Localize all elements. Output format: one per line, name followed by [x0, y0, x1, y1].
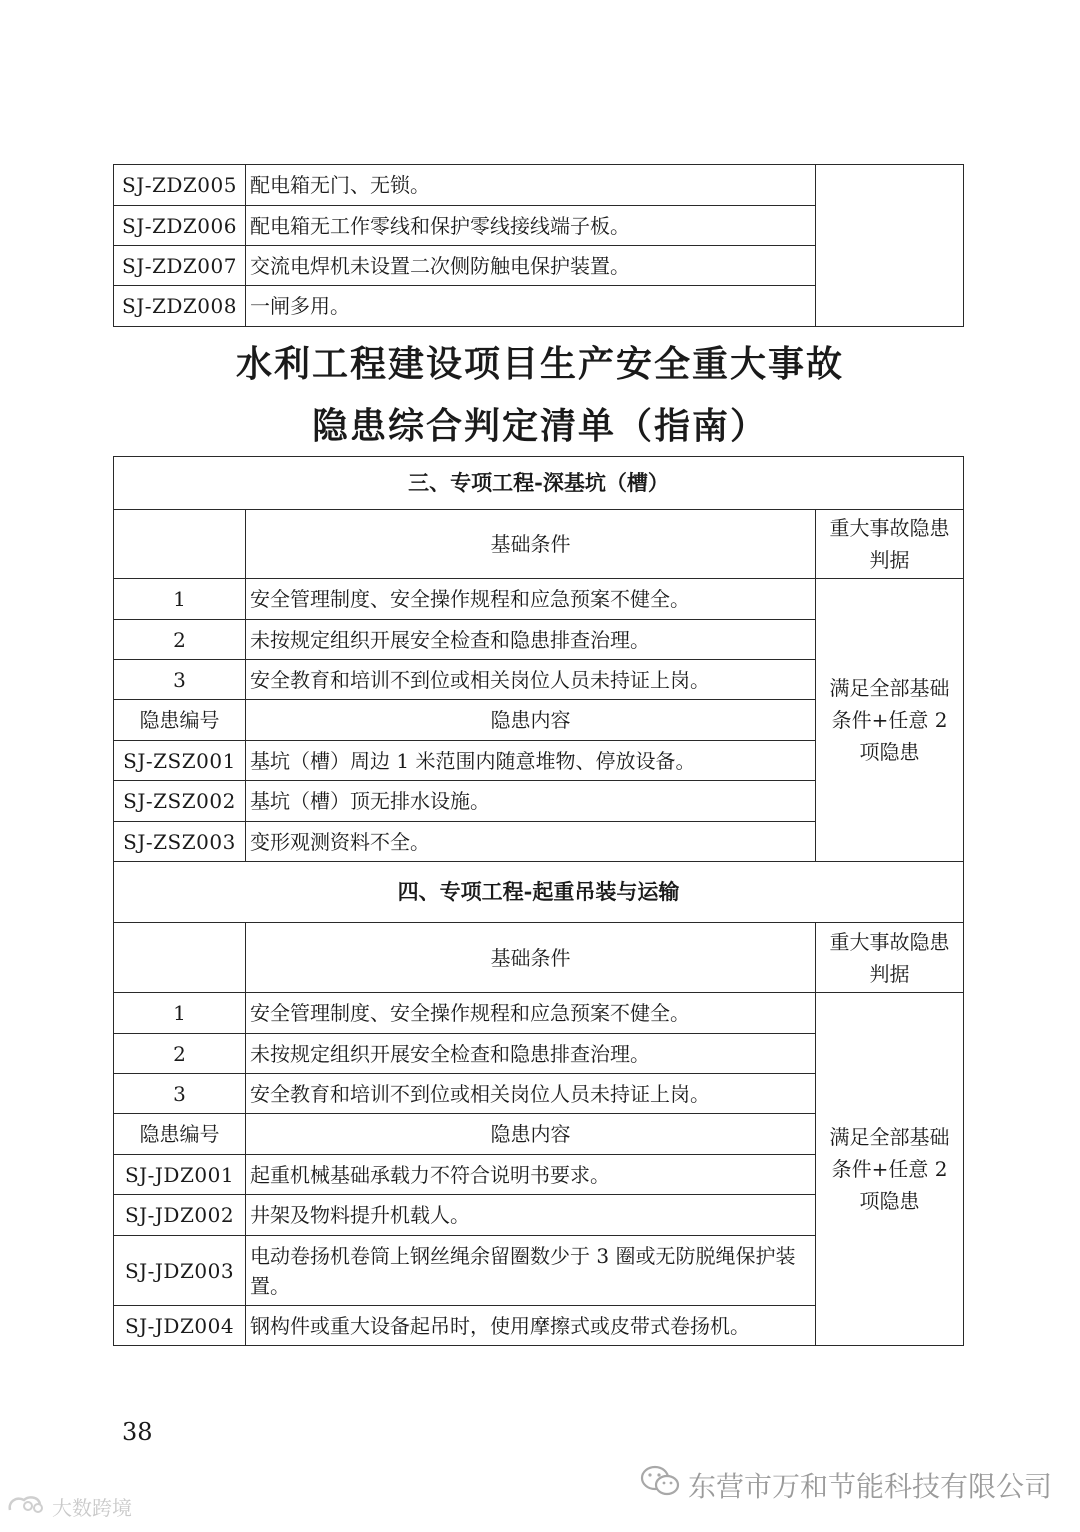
- section3-heading: 三、专项工程-深基坑（槽）: [114, 457, 964, 510]
- condition-row: [114, 993, 964, 1034]
- table-row: [114, 165, 964, 206]
- hazard-code: SJ-JDZ001: [114, 1155, 246, 1195]
- page-number: 38: [122, 1418, 153, 1446]
- hazard-content: 配电箱无门、无锁。: [246, 165, 816, 206]
- hazard-content: 基坑（槽）周边 1 米范围内随意堆物、停放设备。: [246, 741, 816, 781]
- verdict-header: 重大事故隐患判据: [816, 923, 964, 993]
- watermark-left: [6, 1492, 132, 1521]
- verdict-cell: 满足全部基础条件+任意 2 项隐患: [816, 579, 964, 862]
- condition-number: 1: [114, 993, 246, 1034]
- condition-row: [114, 579, 964, 620]
- hazard-code-header: 隐患编号: [114, 1114, 246, 1155]
- hazard-content: 电动卷扬机卷筒上钢丝绳余留圈数少于 3 圈或无防脱绳保护装置。: [246, 1236, 816, 1306]
- hazard-code: SJ-JDZ002: [114, 1195, 246, 1236]
- header-row: [114, 510, 964, 579]
- document-title-line1: 水利工程建设项目生产安全重大事故: [235, 344, 844, 385]
- hazard-code: SJ-JDZ003: [114, 1236, 246, 1306]
- basic-conditions-header: 基础条件: [246, 510, 816, 579]
- condition-number: 3: [114, 1074, 246, 1114]
- condition-text: 未按规定组织开展安全检查和隐患排查治理。: [246, 620, 816, 660]
- condition-number: 1: [114, 579, 246, 620]
- wechat-icon: [640, 1464, 680, 1505]
- hazard-content-header: 隐患内容: [246, 1114, 816, 1155]
- basic-conditions-header: 基础条件: [246, 923, 816, 993]
- section4-heading: 四、专项工程-起重吊装与运输: [114, 862, 964, 923]
- condition-number: 2: [114, 620, 246, 660]
- condition-text: 安全教育和培训不到位或相关岗位人员未持证上岗。: [246, 660, 816, 700]
- hazard-content: 交流电焊机未设置二次侧防触电保护装置。: [246, 246, 816, 286]
- hazard-content: 变形观测资料不全。: [246, 822, 816, 862]
- hazard-code: SJ-ZDZ008: [114, 286, 246, 327]
- header-empty-cell: [114, 510, 246, 579]
- hazard-code-header: 隐患编号: [114, 700, 246, 741]
- header-empty-cell: [114, 923, 246, 993]
- hazard-content: 一闸多用。: [246, 286, 816, 327]
- continuation-table: [113, 164, 964, 327]
- condition-text: 安全教育和培训不到位或相关岗位人员未持证上岗。: [246, 1074, 816, 1114]
- condition-number: 2: [114, 1034, 246, 1074]
- condition-text: 安全管理制度、安全操作规程和应急预案不健全。: [246, 993, 816, 1034]
- watermark-right-text: 东营市万和节能科技有限公司: [688, 1469, 1053, 1503]
- hazard-code: SJ-ZSZ001: [114, 741, 246, 781]
- hazard-code: SJ-JDZ004: [114, 1306, 246, 1346]
- hazard-code: SJ-ZDZ005: [114, 165, 246, 206]
- condition-text: 安全管理制度、安全操作规程和应急预案不健全。: [246, 579, 816, 620]
- hazard-code: SJ-ZSZ003: [114, 822, 246, 862]
- hazard-content: 井架及物料提升机载人。: [246, 1195, 816, 1236]
- verdict-cell-empty: [816, 165, 964, 327]
- header-row: [114, 923, 964, 993]
- document-title-line2: 隐患综合判定清单（指南）: [311, 406, 768, 447]
- watermark-right: [640, 1464, 1052, 1505]
- hazard-judgement-table: [113, 456, 964, 1346]
- verdict-cell: 满足全部基础条件+任意 2 项隐患: [816, 993, 964, 1346]
- condition-number: 3: [114, 660, 246, 700]
- hazard-content: 起重机械基础承载力不符合说明书要求。: [246, 1155, 816, 1195]
- logo-icon: [6, 1492, 46, 1521]
- hazard-code: SJ-ZDZ007: [114, 246, 246, 286]
- hazard-code: SJ-ZSZ002: [114, 781, 246, 822]
- hazard-content: 钢构件或重大设备起吊时，使用摩擦式或皮带式卷扬机。: [246, 1306, 816, 1346]
- hazard-content: 基坑（槽）顶无排水设施。: [246, 781, 816, 822]
- section-heading-row: [114, 457, 964, 510]
- hazard-code: SJ-ZDZ006: [114, 206, 246, 246]
- watermark-left-text: 大数跨境: [52, 1496, 132, 1520]
- condition-text: 未按规定组织开展安全检查和隐患排查治理。: [246, 1034, 816, 1074]
- verdict-header: 重大事故隐患判据: [816, 510, 964, 579]
- hazard-content: 配电箱无工作零线和保护零线接线端子板。: [246, 206, 816, 246]
- hazard-content-header: 隐患内容: [246, 700, 816, 741]
- section-heading-row: [114, 862, 964, 923]
